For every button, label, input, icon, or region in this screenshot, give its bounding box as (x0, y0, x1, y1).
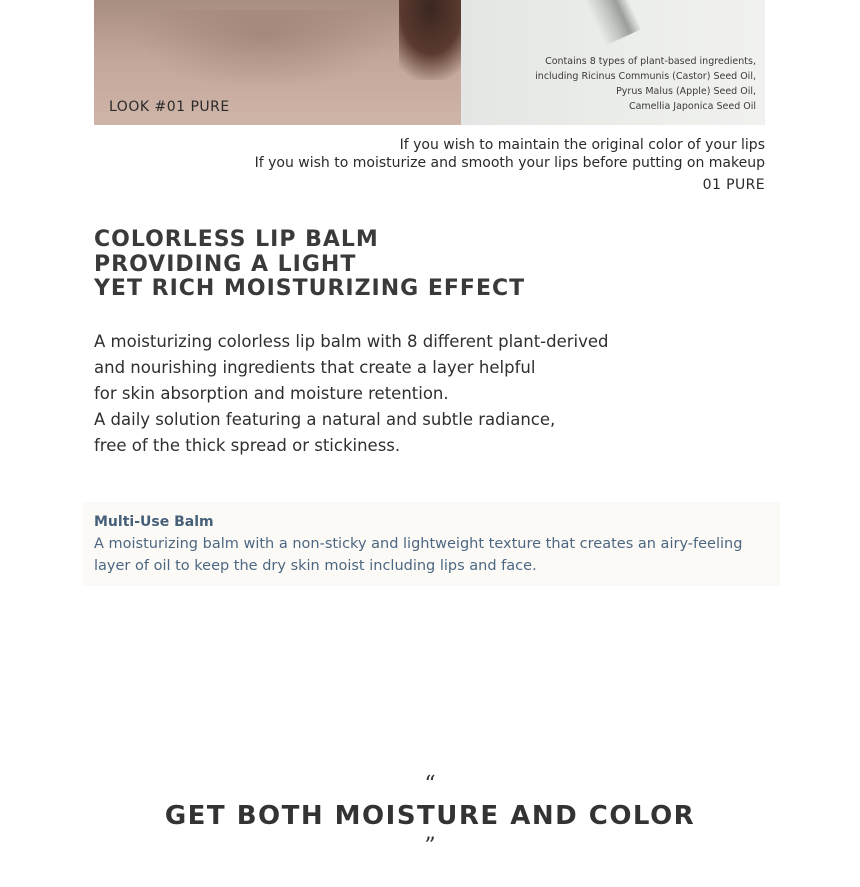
description-line: A daily solution featuring a natural and subtle radiance, (94, 410, 556, 429)
product-description (94, 329, 609, 459)
description-line: free of the thick spread or stickiness. (94, 436, 401, 455)
description-line: A moisturizing colorless lip balm with 8 different plant-derived (94, 332, 609, 351)
usage-line: If you wish to moisturize and smooth your lips before putting on makeup (254, 155, 765, 171)
multi-use-text: A moisturizing balm with a non-sticky and lightweight texture that creates an airy-feeling layer of oil to keep the dry skin moist including lips and face. (94, 536, 743, 574)
ingredients-line: including Ricinus Communis (Castor) Seed Oil, (535, 71, 756, 82)
product-hero-image (94, 0, 765, 125)
headline-line: YET RICH MOISTURIZING EFFECT (94, 276, 526, 301)
usage-recommendations (255, 136, 765, 172)
description-line: for skin absorption and moisture retention. (94, 384, 449, 403)
headline-line: COLORLESS LIP BALM (94, 227, 379, 252)
model-lips-photo (94, 0, 461, 125)
quote-section (0, 772, 860, 860)
quote-title: GET BOTH MOISTURE AND COLOR (164, 801, 696, 831)
multi-use-title: Multi-Use Balm (94, 514, 214, 530)
description-line: and nourishing ingredients that create a layer helpful (94, 358, 536, 377)
product-headline (94, 228, 525, 302)
multi-use-panel (82, 502, 780, 586)
ingredients-caption (526, 54, 756, 114)
open-quote-mark: “ (424, 772, 436, 797)
usage-line: If you wish to maintain the original color of your lips (399, 137, 765, 153)
ingredients-line: Camellia Japonica Seed Oil (628, 101, 756, 112)
close-quote-mark: ” (424, 834, 436, 859)
headline-line: PROVIDING A LIGHT (94, 251, 357, 277)
ingredients-line: Pyrus Malus (Apple) Seed Oil, (616, 86, 756, 97)
ingredients-line: Contains 8 types of plant-based ingredients, (545, 56, 756, 67)
shade-name: 01 PURE (702, 177, 765, 193)
look-label: LOOK #01 PURE (109, 99, 230, 115)
product-photo (461, 0, 765, 125)
